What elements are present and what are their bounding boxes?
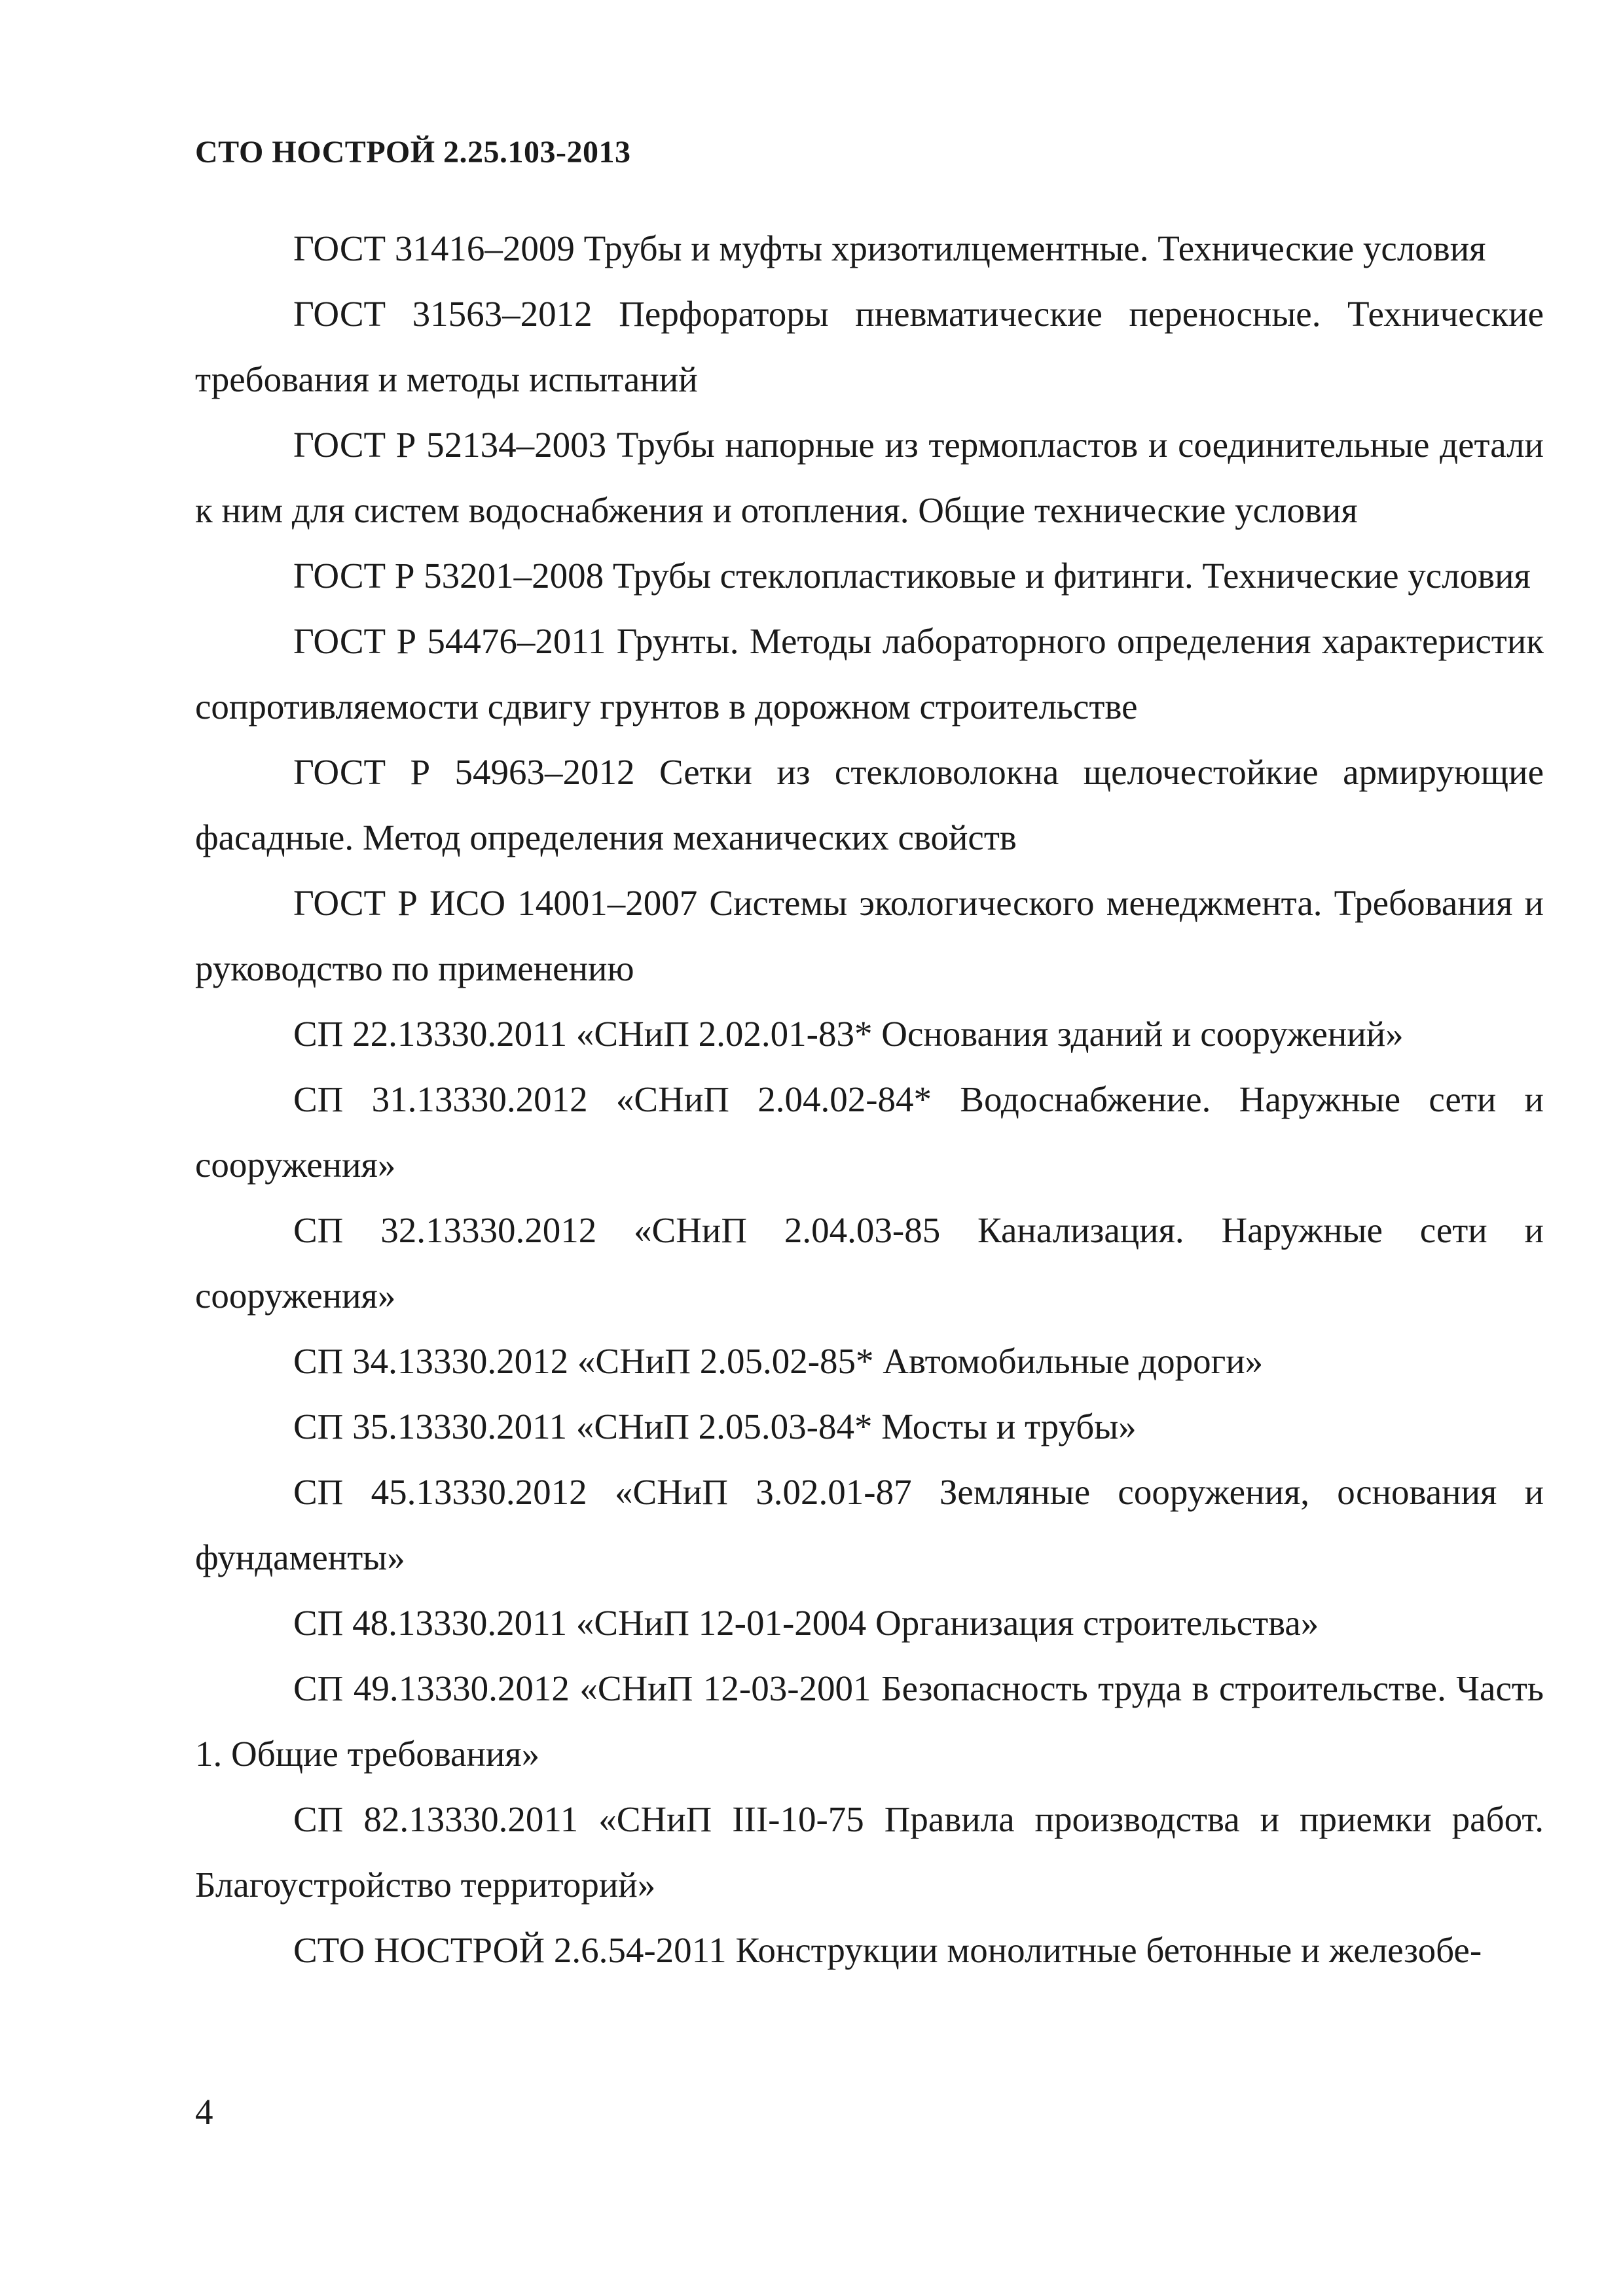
reference-entry-gost-31416: ГОСТ 31416–2009 Трубы и муфты хризотилцементные. Технические условия (293, 228, 1486, 268)
reference-entry-sto-nostroy-2-6-54: СТО НОСТРОЙ 2.6.54-2011 Конструкции монолитные бетонные и железобе- (293, 1930, 1482, 1970)
reference-entry-sp-48: СП 48.13330.2011 «СНиП 12-01-2004 Организация строительства» (293, 1603, 1319, 1643)
reference-entry-sp-45: СП 45.13330.2012 «СНиП 3.02.01-87 Земляные сооружения, основания и фундаменты» (195, 1472, 1544, 1577)
reference-entry-gost-31563: ГОСТ 31563–2012 Перфораторы пневматические переносные. Технические требования и методы испытаний (195, 294, 1544, 399)
reference-entry-sp-82: СП 82.13330.2011 «СНиП III-10-75 Правила производства и приемки работ. Благоустройство территорий» (195, 1799, 1544, 1905)
reference-entry-gost-r-52134: ГОСТ Р 52134–2003 Трубы напорные из термопластов и соединительные детали к ним для систем водоснабжения и отопления. Общие технические условия (195, 425, 1544, 530)
reference-entry-sp-49: СП 49.13330.2012 «СНиП 12-03-2001 Безопасность труда в строительстве. Часть 1. Общие требования» (195, 1668, 1544, 1774)
reference-entry-gost-r-iso-14001: ГОСТ Р ИСО 14001–2007 Системы экологического менеджмента. Требования и руководство по применению (195, 883, 1544, 988)
reference-entry-sp-32: СП 32.13330.2012 «СНиП 2.04.03-85 Канализация. Наружные сети и сооружения» (195, 1210, 1544, 1316)
reference-entry-gost-r-54476: ГОСТ Р 54476–2011 Грунты. Методы лабораторного определения характеристик сопротивляемости сдвигу грунтов в дорожном строительстве (195, 621, 1544, 726)
document-header: СТО НОСТРОЙ 2.25.103-2013 (195, 135, 631, 170)
reference-entry-sp-31: СП 31.13330.2012 «СНиП 2.04.02-84* Водоснабжение. Наружные сети и сооружения» (195, 1079, 1544, 1185)
reference-entry-sp-34: СП 34.13330.2012 «СНиП 2.05.02-85* Автомобильные дороги» (293, 1341, 1264, 1381)
reference-entry-sp-35: СП 35.13330.2011 «СНиП 2.05.03-84* Мосты и трубы» (293, 1407, 1137, 1446)
reference-entry-gost-r-53201: ГОСТ Р 53201–2008 Трубы стеклопластиковые и фитинги. Технические условия (293, 556, 1531, 596)
reference-entry-gost-r-54963: ГОСТ Р 54963–2012 Сетки из стекловолокна щелочестойкие армирующие фасадные. Метод определения механических свойств (195, 752, 1544, 857)
page-number: 4 (195, 2092, 213, 2132)
references-list (195, 216, 1544, 1983)
reference-entry-sp-22: СП 22.13330.2011 «СНиП 2.02.01-83* Основания зданий и сооружений» (293, 1014, 1404, 1054)
